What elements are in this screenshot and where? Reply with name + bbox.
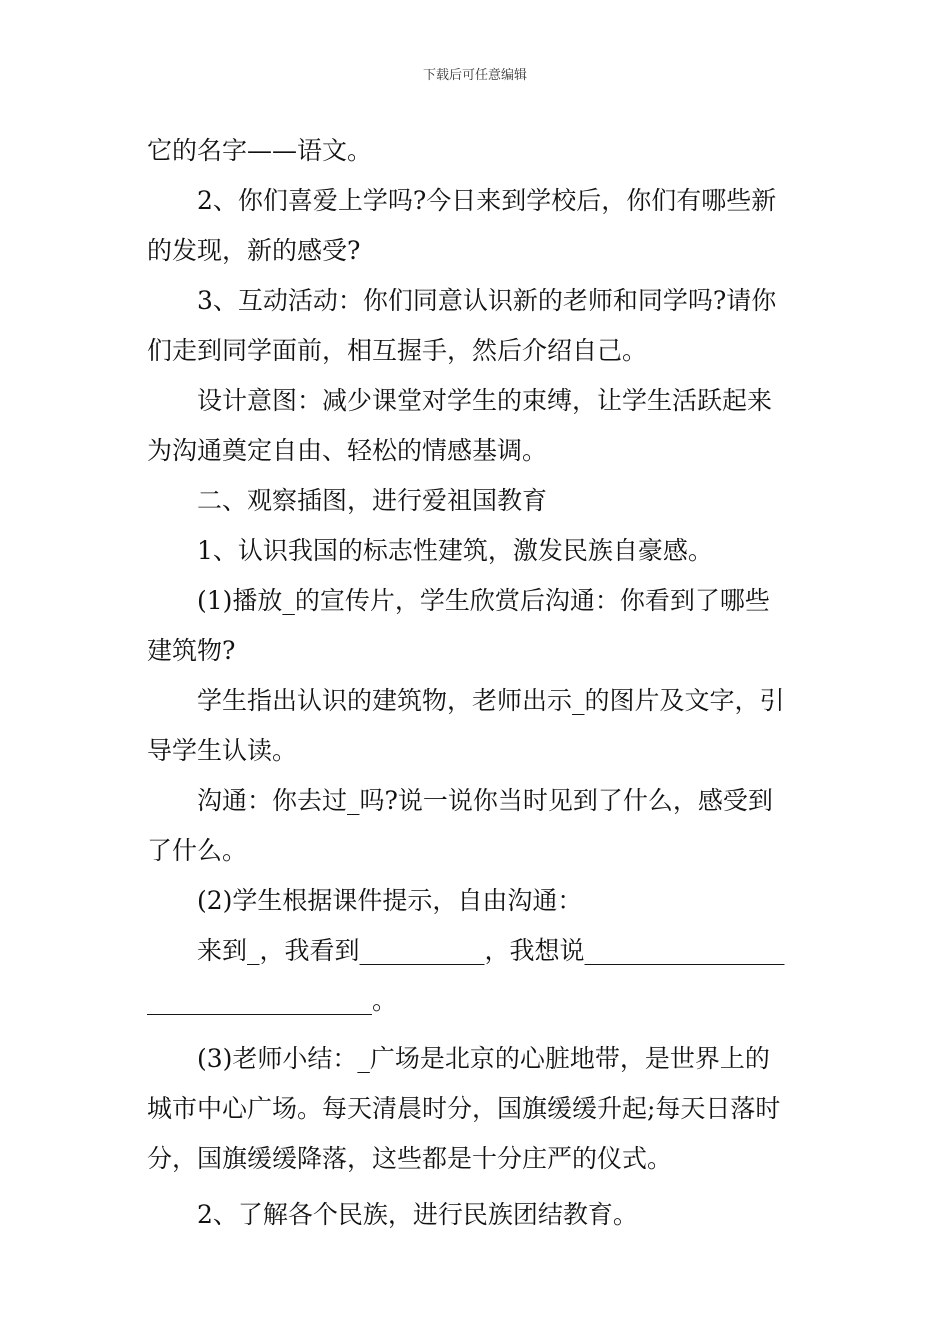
page-header: 下载后可任意编辑 [422,68,527,83]
text-line: 沟通：你去过_吗?说一说你当时见到了什么，感受到 [197,786,773,815]
text-line: 了什么。 [147,836,248,865]
fill-in-line: __________________。 [147,986,398,1015]
text-line: 们走到同学面前，相互握手，然后介绍自己。 [147,336,648,365]
text-line: (1)播放_的宣传片，学生欣赏后沟通：你看到了哪些 [197,586,770,615]
text-line: 的发现，新的感受? [147,236,361,265]
text-line: 设计意图：减少课堂对学生的束缚，让学生活跃起来 [197,386,773,415]
text-line: 城市中心广场。每天清晨时分，国旗缓缓升起;每天日落时 [147,1094,781,1123]
text-line: 2、了解各个民族，进行民族团结教育。 [197,1200,638,1229]
text-line: 2、你们喜爱上学吗?今日来到学校后，你们有哪些新 [197,186,777,215]
text-line: (3)老师小结：_广场是北京的心脏地带，是世界上的 [197,1044,770,1073]
text-line: 3、互动活动：你们同意认识新的老师和同学吗?请你 [197,286,777,315]
section-heading: 二、观察插图，进行爱祖国教育 [197,486,548,515]
text-line: 为沟通奠定自由、轻松的情感基调。 [147,436,548,465]
text-line: 建筑物? [147,636,236,665]
text-line: 导学生认读。 [147,736,298,765]
text-line: (2)学生根据课件提示，自由沟通： [197,886,583,915]
text-line: 它的名字——语文。 [147,136,373,165]
text-line: 学生指出认识的建筑物，老师出示_的图片及文字，引 [197,686,785,715]
text-line: 分，国旗缓缓降落，这些都是十分庄严的仪式。 [147,1144,673,1173]
text-line: 1、认识我国的标志性建筑，激发民族自豪感。 [197,536,713,565]
document-body [147,126,807,1240]
fill-in-line: 来到_，我看到__________，我想说________________ [197,936,785,965]
